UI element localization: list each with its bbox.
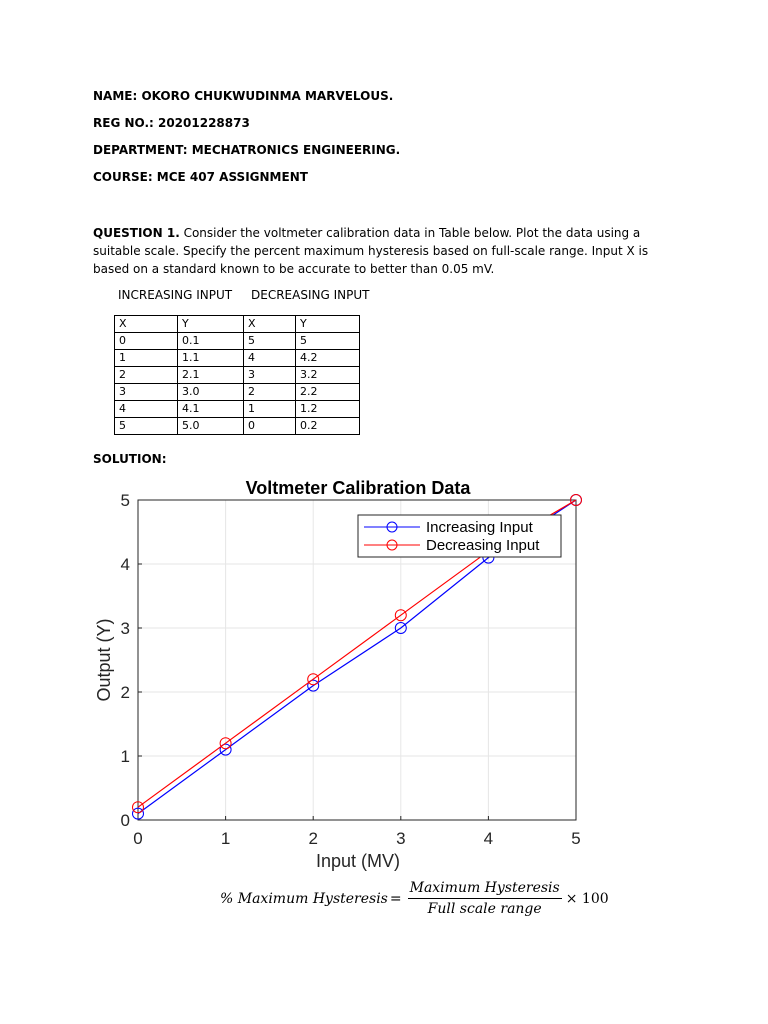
x-tick-label: 2 [308,829,318,848]
y-tick-label: 5 [120,491,130,510]
question-label: QUESTION 1. [93,226,180,240]
department: DEPARTMENT: MECHATRONICS ENGINEERING. [93,143,401,157]
calibration-table [114,315,360,435]
course: COURSE: MCE 407 ASSIGNMENT [93,170,308,184]
calibration-chart [88,470,598,875]
table-cell: 1 [244,401,296,418]
table-cell: 4.2 [296,350,360,367]
table-cell: 0.2 [296,418,360,435]
chart-title: Voltmeter Calibration Data [245,478,471,498]
table-cell: Y [296,316,360,333]
question-text: Consider the voltmeter calibration data in Table below. Plot the data using a suitable scale. Specify the percent maximum hysteresis based on full-scale range. Input X is based on a standard known to be accurate to better than 0.05 mV. [93,226,649,276]
increasing-input-caption: INCREASING INPUT [118,288,233,302]
table-cell: 4.1 [178,401,244,418]
y-axis-label: Output (Y) [94,618,114,702]
table-row [115,401,360,418]
formula-denominator: Full scale range [427,901,542,917]
table-cell: 2.2 [296,384,360,401]
table-cell: X [115,316,178,333]
table-cell: 4 [115,401,178,418]
formula-lhs: % Maximum Hysteresis [220,890,388,907]
y-tick-label: 3 [120,619,130,638]
chart-legend [358,515,561,557]
legend-label-increasing: Increasing Input [426,519,533,536]
table-cell: 0.1 [178,333,244,350]
table-cell: 2 [115,367,178,384]
table-cell: 3.0 [178,384,244,401]
x-tick-label: 5 [571,829,581,848]
table-cell: 2 [244,384,296,401]
table-row [115,350,360,367]
hysteresis-formula [220,880,609,917]
table-row [115,316,360,333]
x-tick-label: 0 [133,829,143,848]
question-paragraph [93,224,673,278]
y-tick-label: 2 [120,683,130,702]
table-cell: 1 [115,350,178,367]
legend-label-decreasing: Decreasing Input [426,537,540,554]
table-cell: 4 [244,350,296,367]
formula-fraction [408,880,562,917]
table-row [115,418,360,435]
y-tick-label: 0 [120,811,130,830]
x-tick-label: 3 [396,829,406,848]
table-cell: Y [178,316,244,333]
formula-numerator: Maximum Hysteresis [408,880,562,899]
table-cell: 5 [115,418,178,435]
formula-times: × 100 [565,890,609,907]
table-cell: 3 [115,384,178,401]
student-name: NAME: OKORO CHUKWUDINMA MARVELOUS. [93,89,394,103]
solution-label: SOLUTION: [93,452,167,466]
table-cell: 1.1 [178,350,244,367]
table-cell: X [244,316,296,333]
y-tick-label: 1 [120,747,130,766]
table-cell: 3 [244,367,296,384]
x-tick-label: 1 [220,829,231,848]
table-cell: 0 [244,418,296,435]
table-row [115,367,360,384]
table-cell: 0 [115,333,178,350]
table-row [115,333,360,350]
table-cell: 5.0 [178,418,244,435]
table-row [115,384,360,401]
x-axis-label: Input (MV) [315,851,401,871]
table-cell: 5 [244,333,296,350]
formula-equals: = [389,890,402,907]
reg-number: REG NO.: 20201228873 [93,116,250,130]
table-cell: 3.2 [296,367,360,384]
table-cell: 2.1 [178,367,244,384]
table-cell: 1.2 [296,401,360,418]
x-tick-label: 4 [483,829,494,848]
table-cell: 5 [296,333,360,350]
y-tick-label: 4 [120,555,130,574]
decreasing-input-caption: DECREASING INPUT [251,288,370,302]
